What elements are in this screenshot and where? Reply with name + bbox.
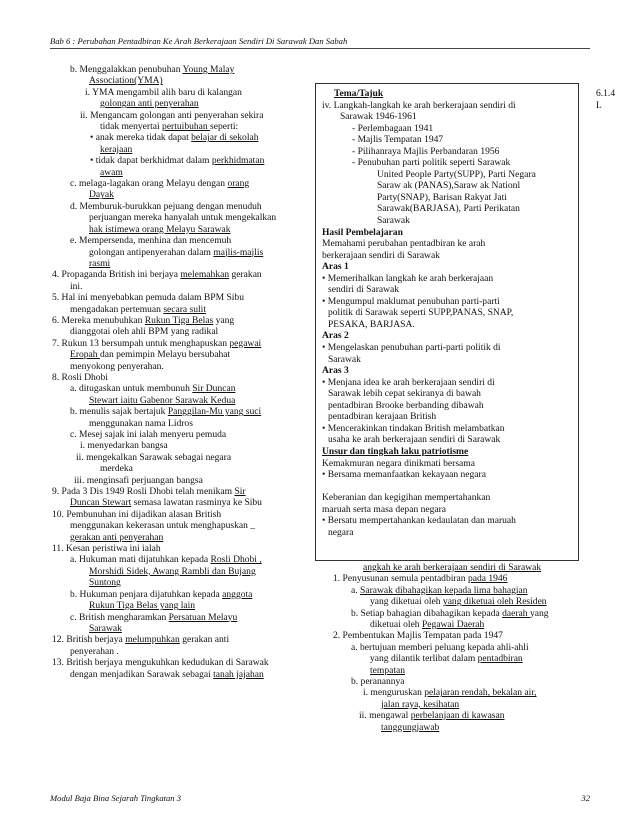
text-segment: tempatan (370, 664, 405, 676)
left-text-line (52, 486, 322, 497)
box-text-line (322, 446, 574, 458)
left-text-line (52, 167, 322, 178)
left-text-line (52, 75, 322, 86)
left-text-line (52, 349, 322, 360)
text-segment: orang (227, 178, 250, 190)
text-segment: 12. British berjaya (52, 634, 126, 646)
text-segment: Tema/Tajuk (334, 88, 384, 99)
right-text-line (333, 585, 593, 596)
text-segment: Persatuan Melayu (168, 611, 238, 623)
box-text-line (322, 284, 574, 296)
box-text-line (322, 342, 574, 354)
text-segment: • Mengelaskan penubuhan parti-parti politik di (322, 342, 501, 354)
text-segment: Panggilan-Mu yang suci (167, 406, 262, 418)
text-segment: menyokong penyerahan. (70, 360, 164, 372)
left-text-line (52, 144, 322, 155)
box-text-line (322, 354, 574, 366)
box-text-line (322, 227, 574, 239)
box-text-line (322, 319, 574, 331)
text-segment: Duncan Stewart (70, 497, 132, 509)
text-segment: majlis-majlis (213, 246, 264, 258)
text-segment: jalan raya, kesihatan (381, 698, 460, 710)
left-text-line (52, 121, 322, 132)
left-text-line (52, 623, 322, 634)
left-text-line (52, 657, 322, 668)
chapter-title: Bab 6 : Perubahan Pentadbiran Ke Arah Berkerajaan Sendiri Di Sarawak Dan Sabah (50, 36, 348, 46)
left-text-line (52, 110, 322, 121)
syllabus-code-number: 6.1.4 (596, 88, 616, 99)
text-segment: • Mengumpul maklumat penubuhan parti-parti (322, 295, 500, 307)
text-segment: Suntong (89, 577, 121, 589)
text-segment: belajar di sekolah (191, 132, 259, 144)
text-segment: ii. Mengancam golongan anti penyerahan sekira (80, 109, 264, 121)
text-segment: pentadbiran Brooke berbanding dibawah (328, 399, 484, 411)
text-segment: semasa lawatan rasminya ke Sibu (131, 497, 262, 509)
text-segment: negara (328, 526, 354, 538)
text-segment: Kemakmuran negara dinikmati bersama (322, 457, 475, 469)
text-segment: - Pilihanraya Majlis Perbandaran 1956 (352, 145, 500, 157)
text-segment: rasmi (89, 257, 111, 269)
text-segment: dianggotai oleh ahli BPM yang radikal (70, 326, 219, 338)
left-text-line (52, 520, 322, 531)
left-text-line (52, 189, 322, 200)
text-segment: tanah jajahan (213, 668, 264, 680)
left-text-line (52, 224, 322, 235)
text-segment: daerah (502, 607, 530, 619)
text-segment: maruah serta masa depan negara (322, 503, 447, 515)
text-segment: Aras 3 (322, 365, 349, 377)
right-text-line (333, 687, 593, 698)
text-segment: pentadbiran kerajaan British (328, 411, 437, 423)
module-title: Modul Baja Bina Sejarah Tingkatan 3 (50, 793, 182, 803)
page-header (50, 36, 590, 49)
left-text-line (52, 497, 322, 508)
text-segment: Rukun Tiga Belas yang lain (89, 600, 196, 612)
text-segment: dan pemimpin Melayu bersubahat (99, 349, 231, 361)
text-segment: Saraw ak (PANAS),Saraw ak Nationl (377, 180, 521, 192)
box-text-line (322, 238, 574, 250)
left-text-line (52, 612, 322, 623)
box-text-line (322, 307, 574, 319)
box-text-line (322, 180, 574, 192)
box-text-line (322, 515, 574, 527)
left-text-line (52, 543, 322, 554)
text-segment: Keberanian dan kegigihan mempertahankan (322, 492, 491, 504)
left-text-line (52, 201, 322, 212)
right-text-line (333, 630, 593, 641)
text-segment: • Memerihalkan langkah ke arah berkerajaan (322, 272, 494, 284)
text-segment: b. Setiap bahagian dibahagikan kepada (351, 607, 503, 619)
text-segment: gerakan (229, 269, 262, 281)
text-segment: perjuangan mereka hanyalah untuk mengekalkan (89, 212, 277, 224)
left-text-line (52, 338, 322, 349)
box-text-line (322, 88, 574, 100)
text-segment: Association(YMA) (89, 75, 163, 87)
text-segment: tanggungjawab (381, 721, 440, 733)
text-segment: i. YMA mengambil alih baru di kalangan (85, 86, 242, 98)
text-segment: Hasil Pembelajaran (322, 226, 403, 238)
text-segment: merdeka (100, 463, 133, 475)
text-segment: Rukun Tiga Belas (144, 314, 214, 326)
right-text-line (333, 722, 593, 733)
text-segment: angkah ke arah berkerajaan sendiri di Sarawak (363, 562, 542, 573)
topic-box (315, 83, 579, 561)
right-text-line (333, 665, 593, 676)
box-text-line (322, 215, 574, 227)
text-segment: i. menguruskan (363, 687, 425, 699)
text-segment: yang diketuai oleh Residen (442, 596, 547, 608)
syllabus-code (596, 88, 615, 111)
text-segment: Rosli Dhobi , (210, 554, 262, 566)
page-footer (50, 793, 590, 803)
page-number: 32 (581, 793, 590, 803)
text-segment: Aras 1 (322, 261, 349, 273)
text-segment: pertuibuhan (162, 121, 211, 133)
text-segment: 5. Hal ini menyebabkan pemuda dalam BPM Sibu (52, 292, 244, 304)
text-segment: yang diketuai oleh (370, 596, 443, 608)
left-text-line (52, 452, 322, 463)
right-text-line (333, 642, 593, 653)
left-text-line (52, 281, 322, 292)
box-text-line (322, 250, 574, 262)
text-segment: golongan anti penyerahan (100, 98, 199, 110)
text-segment: • Bersatu mempertahankan kedaulatan dan maruah (322, 515, 516, 527)
text-segment: Memahami perubahan pentadbiran ke arah (322, 238, 486, 250)
text-segment: diketuai oleh (370, 619, 422, 631)
left-text-line (52, 577, 322, 588)
text-segment: menggunakan kekerasan untuk menghapuskan (70, 520, 251, 532)
text-segment: politik di Sarawak seperti SUPP,PANAS, SNAP, (328, 307, 514, 319)
left-text-line (52, 475, 322, 486)
text-segment: b. Menggalakkan penubuhan (70, 64, 183, 75)
left-text-line (52, 292, 322, 303)
text-segment: _ (250, 520, 256, 532)
text-segment: a. bertujuan memberi peluang kepada ahli-ahli (351, 641, 529, 653)
box-text-line (322, 192, 574, 204)
left-text-line (52, 463, 322, 474)
text-segment: hak istimewa orang Melayu Sarawak (89, 223, 231, 235)
text-segment: golongan antipenyerahan dalam (89, 246, 214, 258)
box-text-line (322, 365, 574, 377)
text-segment: pada 1946 (467, 573, 508, 585)
text-segment: mengadakan pertemuan (70, 303, 164, 315)
left-text-line (52, 372, 322, 383)
text-segment: ini. (70, 280, 83, 292)
text-segment: Unsur dan tingkah laku patriotisme (322, 445, 469, 457)
left-text-line (52, 98, 322, 109)
box-text-line (322, 400, 574, 412)
text-segment: perkhidmatan (211, 155, 265, 167)
box-text-line (322, 100, 574, 112)
text-segment: Aras 2 (322, 330, 349, 342)
text-segment: Sarawak (328, 353, 361, 365)
text-segment: i. menyedarkan bangsa (80, 440, 168, 452)
box-text-line (322, 388, 574, 400)
text-segment: Morshidi Sidek, Awang Rambli dan Bujang (89, 565, 256, 577)
text-segment: 8. Rosli Dhobi (52, 371, 108, 383)
text-segment: Stewart iaitu Gabenor Sarawak Kedua (89, 394, 236, 406)
box-text-line (322, 469, 574, 481)
text-segment: Pegawai Daerah (421, 619, 485, 631)
text-segment (322, 481, 324, 492)
box-text-line (322, 261, 574, 273)
left-text-line (52, 235, 322, 246)
right-text-line (333, 562, 593, 573)
text-segment: c. British mengharamkan (70, 611, 169, 623)
box-text-line (322, 111, 574, 123)
text-segment: • Mencerakinkan tindakan British melambatkan (322, 422, 505, 434)
text-segment: pelajaran rendah, bekalan air, (424, 687, 537, 699)
left-text-line (52, 87, 322, 98)
text-segment: ii. mengekalkan Sarawak sebagai negara (76, 451, 232, 463)
left-text-line (52, 212, 322, 223)
text-segment: awam (100, 166, 123, 178)
text-segment: Sarawak 1946-1961 (340, 111, 417, 123)
text-segment: yang (529, 607, 549, 619)
left-text-line (52, 509, 322, 520)
text-segment: Sarawak(BARJASA), Parti Perikatan (377, 203, 520, 215)
box-text-line (322, 157, 574, 169)
text-segment: Sarawak dibahagikan kepada lima bahagian (360, 584, 528, 596)
text-segment: anggota (222, 588, 253, 600)
text-segment: gerakan anti (179, 634, 230, 646)
left-text-line (52, 383, 322, 394)
text-segment: a. ditugaskan untuk membunuh (70, 383, 193, 395)
left-text-line (52, 566, 322, 577)
left-text-line (52, 634, 322, 645)
text-segment: Sarawak lebih cepat sekiranya di bawah (328, 388, 481, 400)
left-text-line (52, 326, 322, 337)
box-text-line (322, 273, 574, 285)
text-segment: c. Mesej sajak ini ialah menyeru pemuda (70, 429, 227, 440)
syllabus-code-level: L (596, 99, 602, 111)
box-text-line (322, 527, 574, 539)
text-segment: Young Malay (182, 64, 235, 75)
text-segment: 11. Kesan peristiwa ini ialah (52, 543, 161, 555)
box-text-line (322, 296, 574, 308)
box-text-line (322, 169, 574, 181)
text-segment: 6. Mereka menubuhkan (52, 314, 145, 326)
box-text-line (322, 146, 574, 158)
text-segment: • Bersama memanfaatkan kekayaan negara (322, 469, 486, 481)
text-segment: - Perlembagaan 1941 (352, 122, 434, 134)
left-text-line (52, 600, 322, 611)
left-text-line (52, 669, 322, 680)
box-text-line (322, 458, 574, 470)
left-text-line (52, 258, 322, 269)
left-text-line (52, 304, 322, 315)
text-segment: d. Memburuk-burukkan pejuang dengan menuduh (70, 200, 262, 212)
left-text-line (52, 554, 322, 565)
text-segment: usaha ke arah berkerajaan sendiri di Sarawak (328, 434, 501, 446)
text-segment: kerajaan (100, 143, 133, 155)
right-text-line (333, 710, 593, 721)
text-segment: Party(SNAP), Barisan Rakyat Jati (377, 191, 507, 203)
left-text-line (52, 418, 322, 429)
text-segment: 13. British berjaya mengukuhkan kedudukan di Sarawak (52, 657, 269, 669)
text-segment: Eropah (70, 349, 100, 361)
text-segment: PESAKA, BARJASA. (328, 318, 415, 330)
text-segment: pegawai (229, 337, 262, 349)
right-text-line (333, 608, 593, 619)
left-column (52, 64, 322, 680)
text-segment: 10. Pembunuhan ini dijadikan alasan British (52, 508, 222, 520)
box-text-line (322, 123, 574, 135)
text-segment: gerakan anti penyerahan (70, 531, 164, 543)
text-segment: berkerajaan sendiri di Sarawak (322, 249, 440, 261)
left-text-line (52, 64, 322, 75)
left-text-line (52, 315, 322, 326)
text-segment: melumpuhkan (125, 634, 180, 646)
text-segment: 7. Rukun 13 bersumpah untuk menghapuskan (52, 337, 230, 349)
left-text-line (52, 440, 322, 451)
right-column (333, 562, 593, 733)
text-segment: - Majlis Tempatan 1947 (352, 134, 444, 146)
box-text-line (322, 411, 574, 423)
text-segment: perbelanjaan di kawasan (410, 710, 505, 722)
text-segment: ii. mengawal (359, 710, 411, 722)
box-text-line (322, 377, 574, 389)
text-segment: yang dilantik terlibat dalam (370, 653, 478, 665)
left-text-line (52, 395, 322, 406)
box-text-line (322, 134, 574, 146)
right-text-line (333, 573, 593, 584)
text-segment: b. peranannya (351, 676, 405, 688)
text-segment: Sarawak (377, 215, 410, 227)
text-segment: b. Hukuman penjara dijatuhkan kepada (70, 588, 223, 600)
text-segment: e. Mempersenda, menhina dan mencemuh (70, 235, 232, 247)
text-segment: Sir Duncan (192, 383, 236, 395)
right-text-line (333, 653, 593, 664)
text-segment: United People Party(SUPP), Parti Negara (377, 168, 536, 180)
right-text-line (333, 619, 593, 630)
text-segment: a. Hukuman mati dijatuhkan kepada (70, 554, 211, 566)
text-segment: 4. Propaganda British ini berjaya (52, 269, 181, 281)
text-segment: c. melaga-lagakan orang Melayu dengan (70, 178, 228, 190)
text-segment: Dayak (89, 189, 114, 201)
text-segment: • anak mereka tidak dapat (90, 132, 192, 144)
text-segment: tidak menyertai (100, 121, 163, 133)
text-segment: iv. Langkah-langkah ke arah berkerajaan sendiri di (322, 99, 516, 111)
text-segment: • tidak dapat berkhidmat dalam (90, 155, 212, 167)
left-text-line (52, 532, 322, 543)
text-segment: 2. Pembentukan Majlis Tempatan pada 1947 (333, 630, 503, 642)
text-segment: Sarawak (89, 622, 122, 634)
text-segment: melemahkan (180, 269, 230, 281)
left-text-line (52, 406, 322, 417)
text-segment: iii. menginsafi perjuangan bangsa (74, 474, 203, 486)
box-text-line (322, 330, 574, 342)
box-text-line (322, 203, 574, 215)
right-text-line (333, 676, 593, 687)
text-segment: pentadbiran (477, 653, 523, 665)
text-segment: yang (213, 314, 235, 326)
left-text-line (52, 429, 322, 440)
text-segment: a. (351, 584, 361, 596)
text-segment: penyerahan . (70, 645, 119, 657)
text-segment: sendiri di Sarawak (328, 284, 400, 296)
text-segment: 9. Pada 3 Dis 1949 Rosli Dhobi telah menikam (52, 486, 235, 498)
box-text-line (322, 492, 574, 504)
text-segment: seperti: (210, 121, 239, 133)
left-text-line (52, 247, 322, 258)
left-text-line (52, 155, 322, 166)
text-segment: Sir (234, 486, 246, 498)
text-segment: dengan menjadikan Sarawak sebagai (70, 668, 214, 680)
text-segment: • Menjana idea ke arah berkerajaan sendiri di (322, 376, 495, 388)
text-segment: menggunakan nama Lidros (89, 417, 193, 429)
text-segment: b. menulis sajak bertajuk (70, 406, 168, 418)
text-segment: secara sulit (163, 303, 206, 315)
left-text-line (52, 646, 322, 657)
box-text-line (322, 504, 574, 516)
right-text-line (333, 596, 593, 607)
left-text-line (52, 269, 322, 280)
box-text-line (322, 481, 574, 493)
left-text-line (52, 589, 322, 600)
text-segment: - Penubuhan parti politik seperti Sarawak (352, 157, 511, 169)
left-text-line (52, 132, 322, 143)
right-text-line (333, 699, 593, 710)
left-text-line (52, 178, 322, 189)
text-segment: 1. Penyusunan semula pentadbiran (333, 573, 468, 585)
box-text-line (322, 423, 574, 435)
box-text-line (322, 434, 574, 446)
left-text-line (52, 361, 322, 372)
